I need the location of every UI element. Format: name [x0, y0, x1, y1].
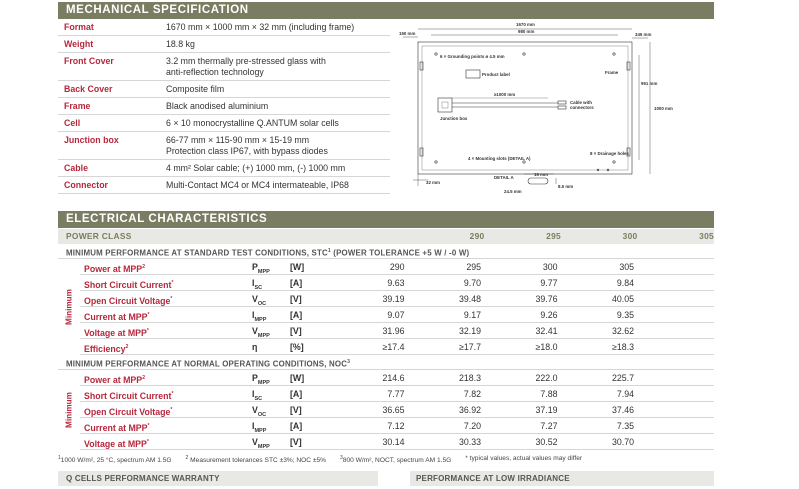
parameter-value: 7.35 — [616, 421, 634, 431]
parameter-value: ≥18.0 — [535, 342, 558, 352]
mech-label: Connector — [64, 180, 108, 190]
parameter-value: 9.26 — [540, 310, 558, 320]
parameter-symbol: $V_{MPP}$ — [252, 437, 270, 450]
parameter-value: 30.33 — [458, 437, 481, 447]
mech-value-line: 1670 mm × 1000 mm × 32 mm (including frame) — [166, 22, 355, 32]
parameter-name: Power at MPP$^2$ — [84, 263, 145, 274]
mech-label: Weight — [64, 39, 94, 49]
junction-box-note: Junction box — [440, 116, 468, 121]
electrical-row — [80, 323, 714, 339]
mech-label: Junction box — [64, 135, 119, 145]
mech-value — [166, 81, 390, 97]
mech-value — [166, 19, 390, 35]
electrical-row — [80, 386, 714, 402]
parameter-value: 7.77 — [387, 389, 405, 399]
parameter-value: 9.35 — [616, 310, 634, 320]
dim-32: 32 mm — [426, 180, 440, 185]
parameter-value: 36.65 — [382, 405, 405, 415]
mech-label: Back Cover — [64, 84, 113, 94]
stc-header-text: MINIMUM PERFORMANCE AT STANDARD TEST CONDITIONS, STC — [66, 248, 328, 258]
parameter-value: 9.77 — [540, 278, 558, 288]
stc-block — [58, 259, 714, 355]
mech-row — [58, 53, 390, 81]
parameter-value: 9.17 — [463, 310, 481, 320]
stc-header-tail: (POWER TOLERANCE +5 W / -0 W) — [330, 248, 470, 258]
parameter-value: ≥17.7 — [459, 342, 481, 352]
grounding-note: 6 × Grounding points ø 4.5 mm — [440, 54, 505, 59]
noc-block — [58, 370, 714, 450]
electrical-section-header: ELECTRICAL CHARACTERISTICS — [58, 211, 714, 228]
footnote-1: $^1$1000 W/m², 25 °C, spectrum AM 1.5G — [58, 455, 172, 465]
parameter-value: 9.70 — [463, 278, 481, 288]
mech-row — [58, 115, 390, 132]
footnote-3: $^3$800 W/m², NOCT, spectrum AM 1.5G — [340, 455, 452, 465]
mech-value-line: 6 × 10 monocrystalline Q.ANTUM solar cells — [166, 118, 339, 128]
product-label-note: Product label — [482, 72, 510, 77]
parameter-symbol: $I_{SC}$ — [252, 278, 263, 291]
dim-24-5: 24.5 mm — [504, 189, 522, 194]
parameter-value: 7.94 — [616, 389, 634, 399]
parameter-symbol: $I_{SC}$ — [252, 389, 263, 402]
electrical-table — [58, 229, 714, 450]
mechanical-section-header: MECHANICAL SPECIFICATION — [58, 2, 714, 19]
electrical-row — [80, 434, 714, 450]
parameter-value: 7.27 — [540, 421, 558, 431]
mech-row — [58, 160, 390, 177]
mech-row — [58, 36, 390, 53]
parameter-name: Voltage at MPP* — [84, 438, 149, 449]
power-class-row — [58, 229, 714, 244]
mech-row — [58, 81, 390, 98]
parameter-value: 222.0 — [535, 373, 558, 383]
drainage-note: 8 × Drainage holes — [590, 151, 629, 156]
parameter-unit: [A] — [290, 278, 303, 288]
parameter-value: 7.82 — [463, 389, 481, 399]
parameter-value: 9.84 — [616, 278, 634, 288]
cable-note: Cable with — [570, 100, 592, 105]
parameter-value: 31.96 — [382, 326, 405, 336]
parameter-value: 7.12 — [387, 421, 405, 431]
electrical-row — [80, 402, 714, 418]
mounting-note: 4 × Mounting slots (DETAIL A) — [468, 156, 531, 161]
electrical-row — [80, 339, 714, 355]
noc-header-text: MINIMUM PERFORMANCE AT NORMAL OPERATING CONDITIONS, NOC — [66, 359, 348, 369]
mech-value-line: 4 mm² Solar cable; (+) 1000 mm, (-) 1000 mm — [166, 163, 346, 173]
parameter-symbol: $P_{MPP}$ — [252, 373, 270, 386]
parameter-name: Power at MPP$^2$ — [84, 374, 145, 385]
parameter-value: 7.88 — [540, 389, 558, 399]
parameter-value: 32.19 — [458, 326, 481, 336]
parameter-value: 39.19 — [382, 294, 405, 304]
power-class-value: 295 — [546, 231, 561, 241]
parameter-symbol: $I_{MPP}$ — [252, 421, 267, 434]
noc-header — [58, 355, 714, 370]
parameter-unit: [V] — [290, 326, 302, 336]
mech-value — [166, 115, 390, 131]
parameter-name: Open Circuit Voltage* — [84, 295, 173, 306]
dim-1670: 1670 mm — [516, 22, 535, 27]
mech-label: Format — [64, 22, 94, 32]
parameter-value: 214.6 — [382, 373, 405, 383]
mech-value-line: Composite film — [166, 84, 225, 94]
parameter-value: 218.3 — [458, 373, 481, 383]
stc-header — [58, 244, 714, 259]
mech-value-line: 66-77 mm × 115-90 mm × 15-19 mm — [166, 135, 310, 145]
parameter-value: 295 — [466, 262, 481, 272]
warranty-header: Q CELLS PERFORMANCE WARRANTY — [58, 471, 378, 486]
parameter-value: 30.52 — [535, 437, 558, 447]
mech-value — [166, 36, 390, 52]
dim-980: 980 mm — [518, 29, 535, 34]
mech-value-line: Black anodised aluminium — [166, 101, 269, 111]
frame-note: Frame — [605, 70, 619, 75]
stc-footnote-mark: 1 — [327, 248, 331, 254]
mech-value — [166, 53, 390, 80]
noc-footnote-mark: 3 — [347, 359, 351, 365]
parameter-value: 290 — [389, 262, 405, 272]
mech-value-line: 3.2 mm thermally pre-stressed glass with — [166, 56, 326, 66]
parameter-value: 32.62 — [611, 326, 634, 336]
parameter-unit: [V] — [290, 437, 302, 447]
mech-value-line-2: Protection class IP67, with bypass diodes — [166, 146, 328, 156]
parameter-name: Short Circuit Current* — [84, 390, 174, 401]
parameter-symbol: $I_{MPP}$ — [252, 310, 267, 323]
power-class-label: POWER CLASS — [66, 231, 132, 241]
dim-1000: 1000 mm — [654, 106, 673, 111]
mech-value — [166, 98, 390, 114]
parameter-value: 30.14 — [382, 437, 405, 447]
detail-a-label: DETAIL A — [494, 175, 514, 180]
mech-row — [58, 98, 390, 115]
low-irradiance-header: PERFORMANCE AT LOW IRRADIANCE — [410, 471, 714, 486]
dim-951: 951 mm — [641, 81, 658, 86]
mech-label: Cell — [64, 118, 81, 128]
mech-label: Front Cover — [64, 56, 114, 66]
parameter-value: 37.46 — [611, 405, 634, 415]
dim-345: 345 mm — [635, 32, 652, 37]
power-class-value: 290 — [469, 231, 485, 241]
dim-cable-length: ≥1000 mm — [494, 92, 516, 97]
parameter-symbol: $V_{OC}$ — [252, 294, 267, 307]
parameter-value: 37.19 — [535, 405, 558, 415]
parameter-value: 300 — [542, 262, 558, 272]
parameter-value: 7.20 — [463, 421, 481, 431]
electrical-row — [80, 418, 714, 434]
parameter-symbol: $V_{MPP}$ — [252, 326, 270, 339]
mechanical-spec-table — [58, 19, 390, 194]
parameter-value: ≥17.4 — [382, 342, 405, 352]
parameter-unit: [V] — [290, 405, 302, 415]
parameter-value: 30.70 — [611, 437, 634, 447]
parameter-name: Voltage at MPP* — [84, 327, 149, 338]
parameter-value: 39.76 — [535, 294, 558, 304]
parameter-unit: [W] — [290, 373, 305, 383]
mech-value — [166, 132, 390, 159]
parameter-value: 9.63 — [387, 278, 405, 288]
mech-row — [58, 177, 390, 194]
parameter-symbol: $P_{MPP}$ — [252, 262, 270, 275]
parameter-value: 9.07 — [387, 310, 405, 320]
cable-note-2: connectors — [570, 105, 594, 110]
parameter-unit: [A] — [290, 421, 303, 431]
electrical-row — [80, 275, 714, 291]
parameter-value: 39.48 — [458, 294, 481, 304]
parameter-unit: [%] — [290, 342, 304, 352]
parameter-value: 305 — [619, 262, 634, 272]
electrical-row — [80, 291, 714, 307]
parameter-unit: [V] — [290, 294, 302, 304]
electrical-row — [80, 370, 714, 386]
mech-row — [58, 132, 390, 160]
parameter-value: 32.41 — [535, 326, 558, 336]
dim-16: 16 mm — [534, 172, 548, 177]
mech-value-line-2: anti-reflection technology — [166, 67, 264, 77]
parameter-value: ≥18.3 — [612, 342, 634, 352]
noc-side-label: Minimum — [58, 370, 80, 450]
module-dimension-drawing — [398, 20, 714, 196]
parameter-name: Efficiency$^2$ — [84, 343, 129, 354]
parameter-unit: [A] — [290, 310, 303, 320]
parameter-name: Short Circuit Current* — [84, 279, 174, 290]
parameter-unit: [W] — [290, 262, 305, 272]
mech-value — [166, 160, 390, 176]
parameter-value: 225.7 — [611, 373, 634, 383]
dim-8-5: 8.5 mm — [558, 184, 574, 189]
mech-label: Cable — [64, 163, 88, 173]
mech-row — [58, 19, 390, 36]
footnote-typical: * typical values, actual values may differ — [465, 455, 583, 462]
power-class-value: 300 — [622, 231, 638, 241]
parameter-value: 36.92 — [458, 405, 481, 415]
stc-side-label: Minimum — [58, 259, 80, 355]
parameter-name: Current at MPP* — [84, 422, 150, 433]
footnote-2: $^2$ Measurement tolerances STC ±3%; NOC ±5% — [185, 455, 327, 465]
parameter-symbol: $V_{OC}$ — [252, 405, 267, 418]
electrical-row — [80, 307, 714, 323]
mech-value-line: Multi-Contact MC4 or MC4 intermateable, IP68 — [166, 180, 349, 190]
parameter-name: Current at MPP* — [84, 311, 150, 322]
parameter-name: Open Circuit Voltage* — [84, 406, 173, 417]
mech-value-line: 18.8 kg — [166, 39, 195, 49]
power-class-value: 305 — [699, 231, 714, 241]
dim-150: 150 mm — [399, 31, 416, 36]
parameter-unit: [A] — [290, 389, 303, 399]
mech-label: Frame — [64, 101, 91, 111]
electrical-row — [80, 259, 714, 275]
parameter-value: 40.05 — [611, 294, 634, 304]
mech-value — [166, 177, 390, 193]
parameter-symbol: η — [252, 342, 258, 352]
footnotes — [58, 455, 714, 464]
